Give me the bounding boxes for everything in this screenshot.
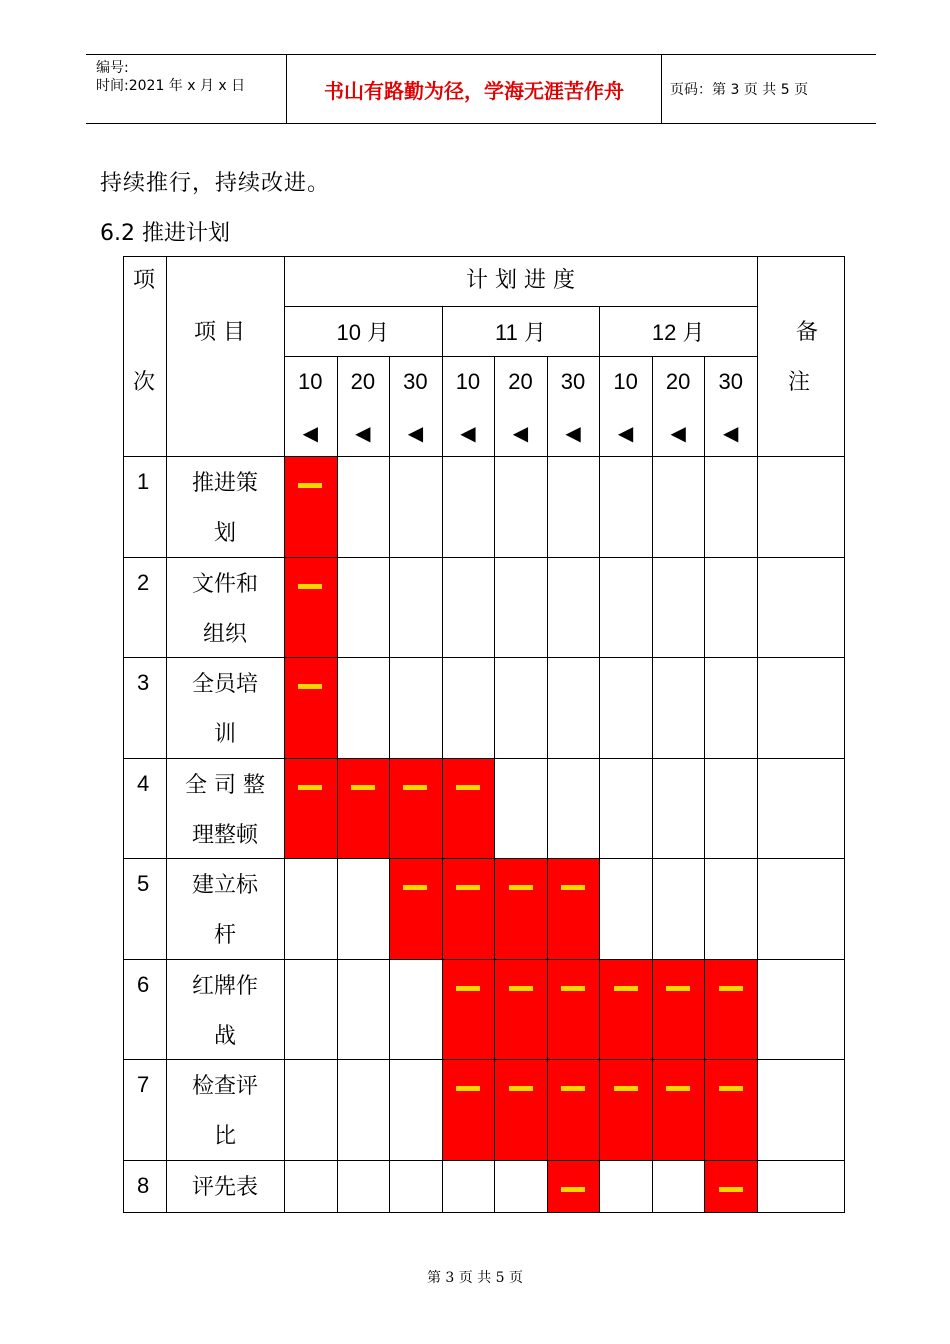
table-border-top [123, 256, 844, 257]
grid-line [284, 256, 285, 1212]
grid-line [123, 557, 844, 558]
progress-cell [389, 858, 442, 959]
progress-dash [561, 1187, 585, 1192]
header-motto: 书山有路勤为径，学海无涯苦作舟 [286, 55, 662, 123]
arrow-left-icon: ◀ [407, 421, 424, 445]
header-remarks-top: 备 [796, 320, 819, 345]
progress-cell [547, 959, 600, 1060]
header-meta [86, 55, 286, 123]
grid-line [757, 256, 758, 1212]
table-border-left [123, 256, 124, 1212]
row-item-label: 建立标 [191, 873, 258, 898]
header-plan: 计 划 进 度 [466, 268, 575, 293]
progress-dash [298, 483, 322, 488]
progress-cell [547, 858, 600, 959]
progress-dash [561, 1086, 585, 1091]
progress-dash [456, 986, 480, 991]
grid-line [389, 356, 390, 1212]
row-number: 7 [137, 1072, 150, 1097]
progress-dash [561, 986, 585, 991]
row-number: 8 [137, 1172, 150, 1198]
grid-line [123, 1059, 844, 1060]
row-item-label: 文件和 [191, 571, 258, 597]
row-number: 3 [137, 670, 150, 695]
grid-line [704, 356, 705, 1212]
progress-dash [666, 986, 690, 991]
grid-line [494, 356, 495, 1212]
progress-cell [704, 1160, 757, 1212]
row-number: 6 [137, 971, 150, 997]
arrow-left-icon: ◀ [460, 421, 476, 445]
grid-line [547, 356, 548, 1212]
progress-dash [509, 885, 533, 890]
grid-line [123, 758, 844, 759]
grid-line [652, 356, 653, 1212]
row-number: 1 [137, 469, 150, 494]
progress-cell [599, 1059, 652, 1160]
progress-cell [284, 557, 337, 658]
header-day: 20 [350, 369, 376, 394]
arrow-left-icon: ◀ [670, 421, 686, 445]
grid-line [284, 306, 757, 307]
header-day: 20 [508, 369, 533, 394]
row-item-label: 划 [213, 521, 236, 546]
grid-line [284, 356, 757, 357]
header-day: 30 [560, 369, 586, 394]
progress-cell [652, 959, 705, 1060]
row-item-label: 比 [213, 1124, 236, 1149]
row-item-label: 推进策 [191, 471, 258, 496]
arrow-left-icon: ◀ [723, 421, 739, 445]
progress-cell [337, 758, 390, 859]
progress-cell [494, 858, 547, 959]
progress-cell [652, 1059, 705, 1160]
row-item-label: 战 [213, 1023, 236, 1049]
row-item-label: 全 司 整 [185, 772, 265, 798]
progress-dash [614, 1086, 638, 1091]
header-no-top: 项 [133, 268, 156, 293]
number-label: 编号: [96, 60, 129, 76]
row-number: 4 [137, 770, 150, 796]
page-footer: 第 3 页 共 5 页 [426, 1270, 524, 1286]
arrow-left-icon: ◀ [302, 421, 318, 445]
progress-cell [284, 456, 337, 557]
row-item-label: 训 [213, 722, 236, 747]
header-day: 10 [298, 369, 323, 394]
arrow-left-icon: ◀ [355, 421, 371, 445]
grid-line [337, 356, 338, 1212]
table-border-bottom [123, 1212, 845, 1213]
progress-cell [547, 1059, 600, 1160]
row-item-label: 评先表 [191, 1174, 258, 1200]
progress-cell [442, 758, 495, 859]
progress-cell [442, 1059, 495, 1160]
progress-cell [284, 657, 337, 758]
header-day: 10 [455, 369, 481, 394]
grid-line [123, 858, 844, 859]
progress-dash [509, 986, 533, 991]
grid-line [123, 456, 844, 457]
table-border-right [844, 256, 845, 1212]
progress-dash [719, 986, 743, 991]
row-item-label: 全员培 [191, 672, 258, 697]
progress-dash [509, 1086, 533, 1091]
row-item-label: 杆 [213, 923, 236, 948]
arrow-left-icon: ◀ [565, 421, 581, 445]
progress-cell [442, 858, 495, 959]
progress-dash [614, 986, 638, 991]
progress-cell [704, 959, 757, 1060]
row-item-label: 检查评 [191, 1074, 258, 1099]
progress-cell [547, 1160, 600, 1212]
progress-dash [298, 684, 322, 689]
progress-dash [351, 785, 375, 790]
header-remarks-bottom: 注 [788, 370, 811, 395]
progress-cell [704, 1059, 757, 1160]
header-day: 30 [403, 369, 428, 394]
grid-line [123, 1160, 844, 1161]
header-day: 20 [665, 369, 691, 394]
progress-dash [403, 785, 427, 790]
header-day: 30 [718, 369, 743, 394]
row-number: 2 [137, 569, 150, 595]
progress-dash [298, 584, 322, 589]
progress-dash [666, 1086, 690, 1091]
grid-line [123, 959, 844, 960]
header-no-bottom: 次 [133, 370, 156, 395]
time-label: 时间:2021 年 x 月 x 日 [96, 78, 246, 94]
row-number: 5 [137, 871, 150, 896]
page-header [86, 54, 876, 124]
progress-cell [284, 758, 337, 859]
progress-cell [494, 959, 547, 1060]
progress-dash [719, 1086, 743, 1091]
progress-dash [298, 785, 322, 790]
section-title: 6.2 推进计划 [100, 221, 230, 246]
progress-dash [456, 1086, 480, 1091]
progress-cell [442, 959, 495, 1060]
progress-cell [599, 959, 652, 1060]
arrow-left-icon: ◀ [512, 421, 529, 445]
header-month: 10 月 [336, 320, 390, 345]
header-day: 10 [613, 369, 638, 394]
body-paragraph: 持续推行，持续改进。 [100, 171, 331, 196]
header-item: 项 目 [194, 320, 245, 345]
row-item-label: 组织 [202, 621, 247, 647]
progress-dash [561, 885, 585, 890]
row-item-label: 红牌作 [191, 973, 258, 999]
progress-dash [719, 1187, 743, 1192]
progress-dash [456, 885, 480, 890]
progress-cell [494, 1059, 547, 1160]
arrow-left-icon: ◀ [617, 421, 634, 445]
progress-dash [456, 785, 480, 790]
progress-dash [403, 885, 427, 890]
header-month: 12 月 [651, 320, 705, 345]
header-page-info: 页码：第 3 页 共 5 页 [670, 82, 809, 98]
header-month: 11 月 [495, 320, 546, 345]
row-item-label: 理整顿 [191, 822, 258, 848]
progress-cell [389, 758, 442, 859]
grid-line [123, 657, 844, 658]
